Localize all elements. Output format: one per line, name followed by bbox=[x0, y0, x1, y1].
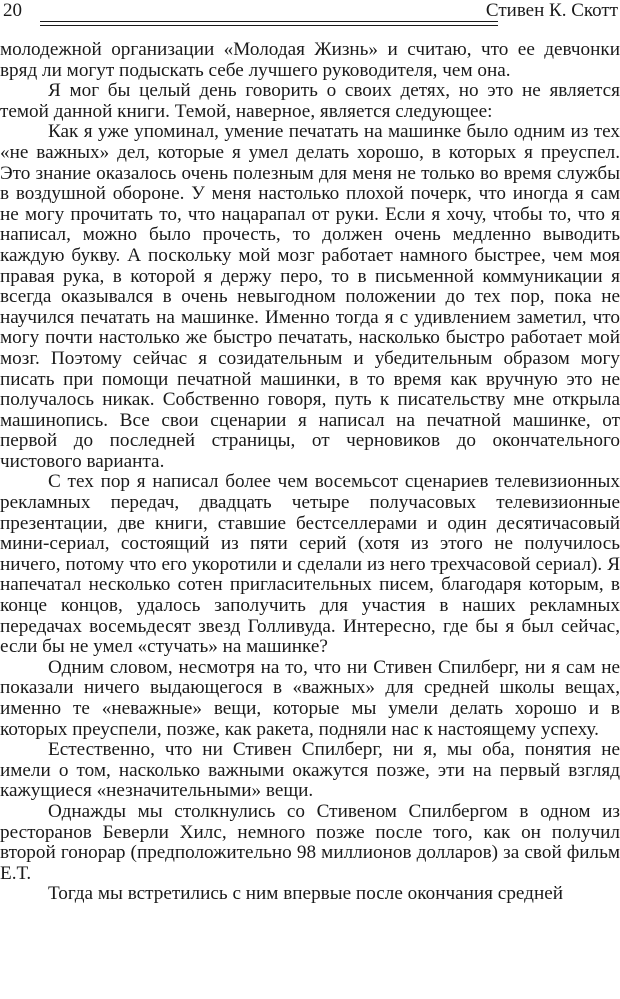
running-head: Стивен К. Скотт bbox=[485, 0, 618, 21]
header-rule bbox=[40, 21, 498, 26]
paragraph-4: С тех пор я написал более чем восемьсот сценариев телевизионных рекламных передач, двадцать четыре получасовых телевизионные презентации, две книги, ставшие бестселлерами и один десятичасовый мини-сериал, состоящий из пяти серий (хотя из этого не получилось ничего, потому что его укоротили и сделали из него трехчасовой сериал). Я напечатал несколько сотен пригласительных писем, благодаря которым, в конце концов, удалось заполучить для участия в наших рекламных передачах восемьдесят звезд Голливуда. Интересно, где бы я был сейчас, если бы не умел «стучать» на машинке? bbox=[0, 471, 620, 658]
paragraph-3: Как я уже упоминал, умение печатать на машинке было одним из тех «не важных» дел, которые я умел делать хорошо, в которых я преуспел. Это знание оказалось очень полезным для меня не только во время службы в воздушной обороне. У меня настолько плохой почерк, что иногда я сам не могу прочитать то, что нацарапал от руки. Если я хочу, чтобы то, что я написал, можно было прочесть, то должен очень медленно выводить каждую букву. А поскольку мой мозг работает намного быстрее, чем моя правая рука, в которой я держу перо, то в письменной коммуникации я всегда оказывался в очень невыгодном положении до тех пор, пока не научился печатать на машинке. Именно тогда я с удивлением заметил, что могу почти настолько же быстро печатать, насколько быстро работает мой мозг. Поэтому сейчас я созидательным и убедительным образом могу писать при помощи печатной машинки, в то время как вручную это не получалось никак. Собственно говоря, путь к писательству мне открыла машинопись. Все свои сценарии я написал на печатной машинке, от первой до последней страницы, от черновиков до окончательного чистового варианта. bbox=[0, 121, 620, 472]
paragraph-1: молодежной организации «Молодая Жизнь» и считаю, что ее девчонки вряд ли могут подыскать себе лучшего руководителя, чем она. bbox=[0, 39, 620, 81]
paragraph-2: Я мог бы целый день говорить о своих детях, но это не является темой данной книги. Темой, наверное, является следующее: bbox=[0, 80, 620, 122]
body-text bbox=[0, 40, 620, 905]
paragraph-6: Естественно, что ни Стивен Спилберг, ни я, мы оба, понятия не имели о том, насколько важными окажутся позже, эти на первый взгляд кажущиеся «незначительными» вещи. bbox=[0, 739, 620, 802]
page-number: 20 bbox=[3, 0, 22, 21]
paragraph-8: Тогда мы встретились с ним впервые после окончания средней bbox=[48, 883, 563, 905]
paragraph-7: Однажды мы столкнулись со Стивеном Спилбергом в одном из ресторанов Беверли Хилс, немного позже после того, как он получил второй гонорар (предположительно 98 миллионов долларов) за свой фильм Е.Т. bbox=[0, 800, 620, 884]
paragraph-5: Одним словом, несмотря на то, что ни Стивен Спилберг, ни я сам не показали ничего выдающегося в «важных» для средней школы вещах, именно те «неважные» вещи, которые мы умели делать хорошо и в которых преуспели, позже, как ракета, подняли нас к настоящему успеху. bbox=[0, 656, 620, 740]
page-header bbox=[0, 0, 620, 30]
